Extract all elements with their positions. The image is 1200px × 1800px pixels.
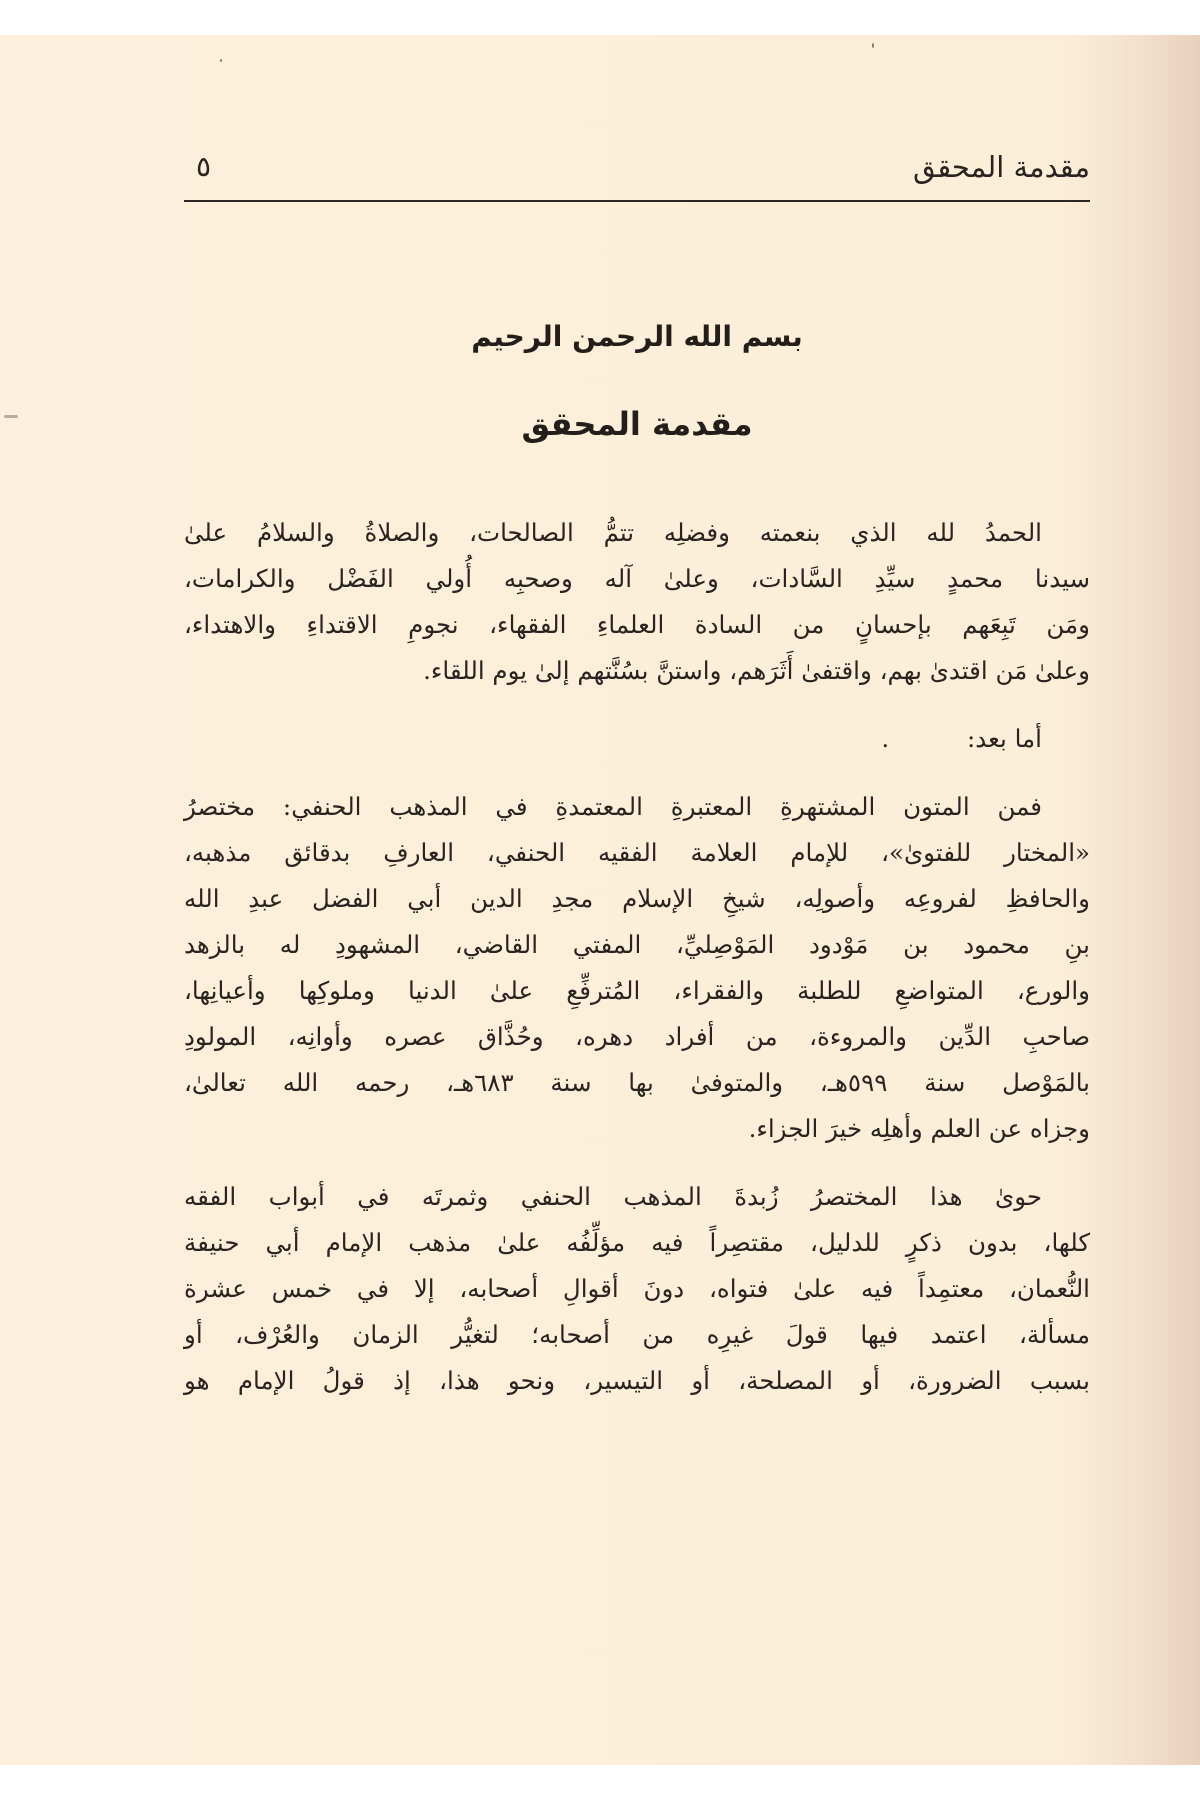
- section-title: مقدمة المحقق: [521, 405, 753, 443]
- paper-speck: [4, 415, 18, 418]
- text-line: كلها، بدون ذكرٍ للدليل، مقتصِراً فيه مؤلِّفُه علىٰ مذهب الإمام أبي حنيفة: [184, 1228, 1090, 1257]
- header-rule: [184, 200, 1090, 202]
- text-line: والورع، المتواضعِ للطلبة والفقراء، المُترفِّعِ علىٰ الدنيا وملوكِها وأعيانِها،: [184, 976, 1090, 1005]
- text-line: بالمَوْصل سنة ٥٩٩هـ، والمتوفىٰ بها سنة ٦٨٣هـ، رحمه الله تعالىٰ،: [184, 1068, 1091, 1097]
- text-line: مسألة، اعتمد فيها قولَ غيرِه من أصحابه؛ لتغيُّر الزمان والعُرْف، أو: [184, 1320, 1090, 1349]
- paragraph-opening: [184, 510, 1090, 694]
- text-line: صاحبِ الدِّين والمروءة، من أفراد دهره، وحُذَّاق عصره وأوانِه، المولودِ: [184, 1022, 1090, 1051]
- text-line: أما بعد: .: [881, 724, 1042, 753]
- page-number: ٥: [196, 150, 212, 183]
- paragraph-amma-baad: [184, 716, 1090, 762]
- running-header: [184, 148, 1090, 198]
- text-line: بسبب الضرورة، أو المصلحة، أو التيسير، ونحو هذا، إذ قولُ الإمام هو: [184, 1366, 1090, 1395]
- text-line: بنِ محمود بن مَوْدود المَوْصِليِّ، المفتي القاضي، المشهودِ له بالزهد: [184, 930, 1090, 959]
- text-line: «المختار للفتوىٰ»، للإمام العلامة الفقيه الحنفي، العارفِ بدقائق مذهبه،: [184, 838, 1090, 867]
- paper-speck: [220, 59, 222, 62]
- text-line: ومَن تَبِعَهم بإحسانٍ من السادة العلماءِ الفقهاء، نجومِ الاقتداءِ والاهتداء،: [184, 610, 1090, 639]
- paragraph-content: [184, 1174, 1090, 1404]
- text-line: الحمدُ لله الذي بنعمته وفضلِه تتمُّ الصالحات، والصلاةُ والسلامُ علىٰ: [184, 518, 1042, 547]
- text-line: سيدنا محمدٍ سيِّدِ السَّادات، وعلىٰ آله وصحبِه أُولي الفَضْل والكرامات،: [184, 564, 1090, 593]
- text-line: النُّعمان، معتمِداً فيه علىٰ فتواه، دونَ أقوالِ أصحابه، إلا في خمس عشرة: [184, 1274, 1090, 1303]
- paper-speck: [872, 43, 874, 48]
- text-line: وجزاه عن العلم وأهلِه خيرَ الجزاء.: [748, 1114, 1090, 1143]
- text-line: فمن المتون المشتهرةِ المعتبرةِ المعتمدةِ في المذهب الحنفي: مختصرُ: [184, 792, 1042, 821]
- text-line: والحافظِ لفروعِه وأصولِه، شيخِ الإسلام مجدِ الدين أبي الفضل عبدِ الله: [184, 884, 1090, 913]
- text-line: وعلىٰ مَن اقتدىٰ بهم، واقتفىٰ أَثَرَهم، واستنَّ بسُنَّتهم إلىٰ يوم اللقاء.: [423, 656, 1090, 685]
- paragraph-mukhtasar: [184, 784, 1090, 1152]
- body-text: [184, 510, 1090, 1404]
- text-line: حوىٰ هذا المختصرُ زُبدةَ المذهب الحنفي وثمرتَه في أبواب الفقه: [184, 1182, 1042, 1211]
- basmala: بسم الله الرحمن الرحيم: [471, 320, 803, 353]
- running-title: مقدمة المحقق: [913, 150, 1090, 184]
